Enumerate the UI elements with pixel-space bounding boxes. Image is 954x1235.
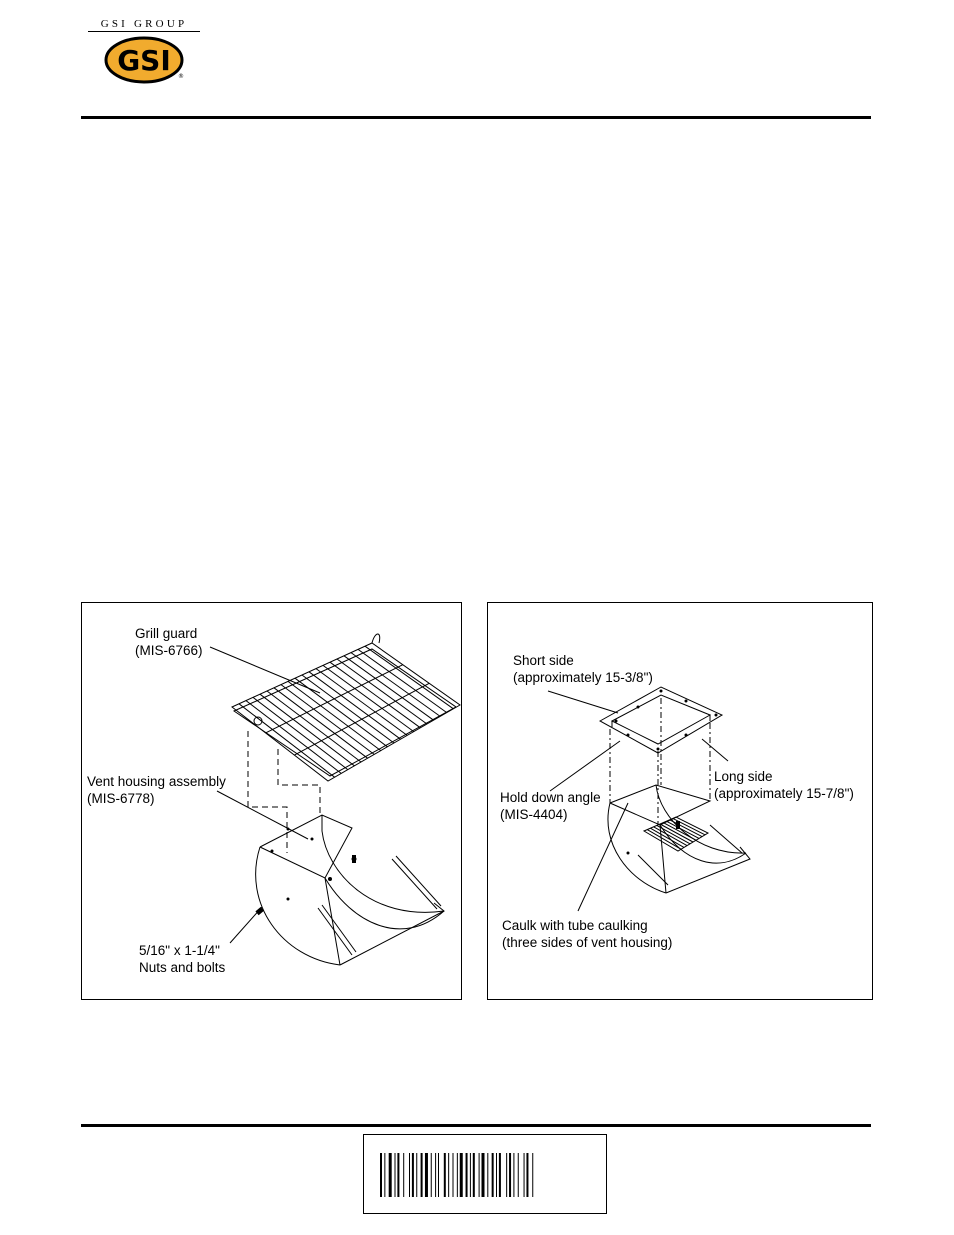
label-vent-housing-part: (MIS-6778) — [87, 791, 155, 806]
barcode-bar — [453, 1153, 454, 1197]
grill-frame — [232, 643, 460, 781]
figure-grill-guard — [81, 602, 462, 1000]
barcode-bar — [513, 1153, 514, 1197]
barcode-bar — [435, 1153, 436, 1197]
gsi-logo — [86, 18, 202, 84]
barcode-bar — [389, 1153, 392, 1197]
barcode-bar — [524, 1153, 525, 1197]
logo-rule — [88, 31, 200, 32]
label-caulk: Caulk with tube caulking — [502, 918, 648, 933]
label-caulk-detail: (three sides of vent housing) — [502, 935, 673, 950]
figure-hold-down-angle — [487, 602, 873, 1000]
header-rule — [81, 116, 871, 119]
barcode-bar — [496, 1153, 497, 1197]
label-short-side: Short side — [513, 653, 574, 668]
barcode-icon — [363, 1134, 607, 1214]
leader-grill — [210, 647, 320, 693]
grill-bars — [239, 646, 453, 777]
barcode-bar — [395, 1153, 396, 1197]
barcode-bar — [397, 1153, 399, 1197]
footer-rule — [81, 1124, 871, 1127]
barcode-bar — [487, 1153, 488, 1197]
barcode-bars — [364, 1135, 606, 1213]
label-long-side: Long side — [714, 769, 773, 784]
barcode-bar — [380, 1153, 382, 1197]
label-grill-guard: Grill guard — [135, 626, 198, 641]
grill-bar — [267, 691, 361, 762]
barcode-bar — [438, 1153, 439, 1197]
barcode-bar — [499, 1153, 501, 1197]
label-long-side-dim: (approximately 15-7/8") — [714, 786, 854, 801]
barcode-bar — [421, 1153, 423, 1197]
label-grill-guard-part: (MIS-6766) — [135, 643, 203, 658]
barcode-bar — [409, 1153, 410, 1197]
barcode-bar — [444, 1153, 446, 1197]
barcode-bar — [470, 1153, 471, 1197]
barcode-bar — [482, 1153, 485, 1197]
barcode-bar — [457, 1153, 458, 1197]
barcode-bar — [466, 1153, 468, 1197]
label-bolts-desc: Nuts and bolts — [139, 960, 226, 975]
leader-caulk — [578, 803, 628, 911]
grill-bar — [365, 646, 453, 709]
leader-vent — [217, 791, 308, 839]
label-short-side-dim: (approximately 15-3/8") — [513, 670, 653, 685]
label-bolts-size: 5/16" x 1-1/4" — [139, 943, 220, 958]
barcode-bar — [403, 1153, 404, 1197]
barcode-bar — [518, 1153, 519, 1197]
barcode-bar — [460, 1153, 463, 1197]
barcode-bar — [532, 1153, 533, 1197]
barcode-bar — [473, 1153, 475, 1197]
gsi-oval-icon — [86, 34, 202, 84]
barcode-bar — [425, 1153, 428, 1197]
grill-bar — [260, 694, 354, 766]
leader-long-side — [702, 739, 728, 761]
label-vent-housing: Vent housing assembly — [87, 774, 226, 789]
barcode-bar — [509, 1153, 511, 1197]
barcode-bar — [431, 1153, 432, 1197]
barcode-bar — [412, 1153, 414, 1197]
barcode-bar — [384, 1153, 385, 1197]
barcode-bar — [448, 1153, 449, 1197]
label-hold-down: Hold down angle — [500, 790, 601, 805]
barcode-bar — [526, 1153, 528, 1197]
barcode-bar — [479, 1153, 480, 1197]
grill-bar — [358, 649, 447, 712]
brand-group-text: GSI GROUP — [100, 18, 188, 30]
leader-short-side — [548, 691, 618, 713]
barcode-bar — [492, 1153, 494, 1197]
logo-letters: GSI — [117, 44, 171, 77]
grill-crossbar — [266, 665, 403, 733]
registered-mark: ® — [178, 73, 184, 80]
barcode-bar — [416, 1153, 417, 1197]
barcode-bar — [506, 1153, 507, 1197]
label-hold-down-part: (MIS-4404) — [500, 807, 568, 822]
